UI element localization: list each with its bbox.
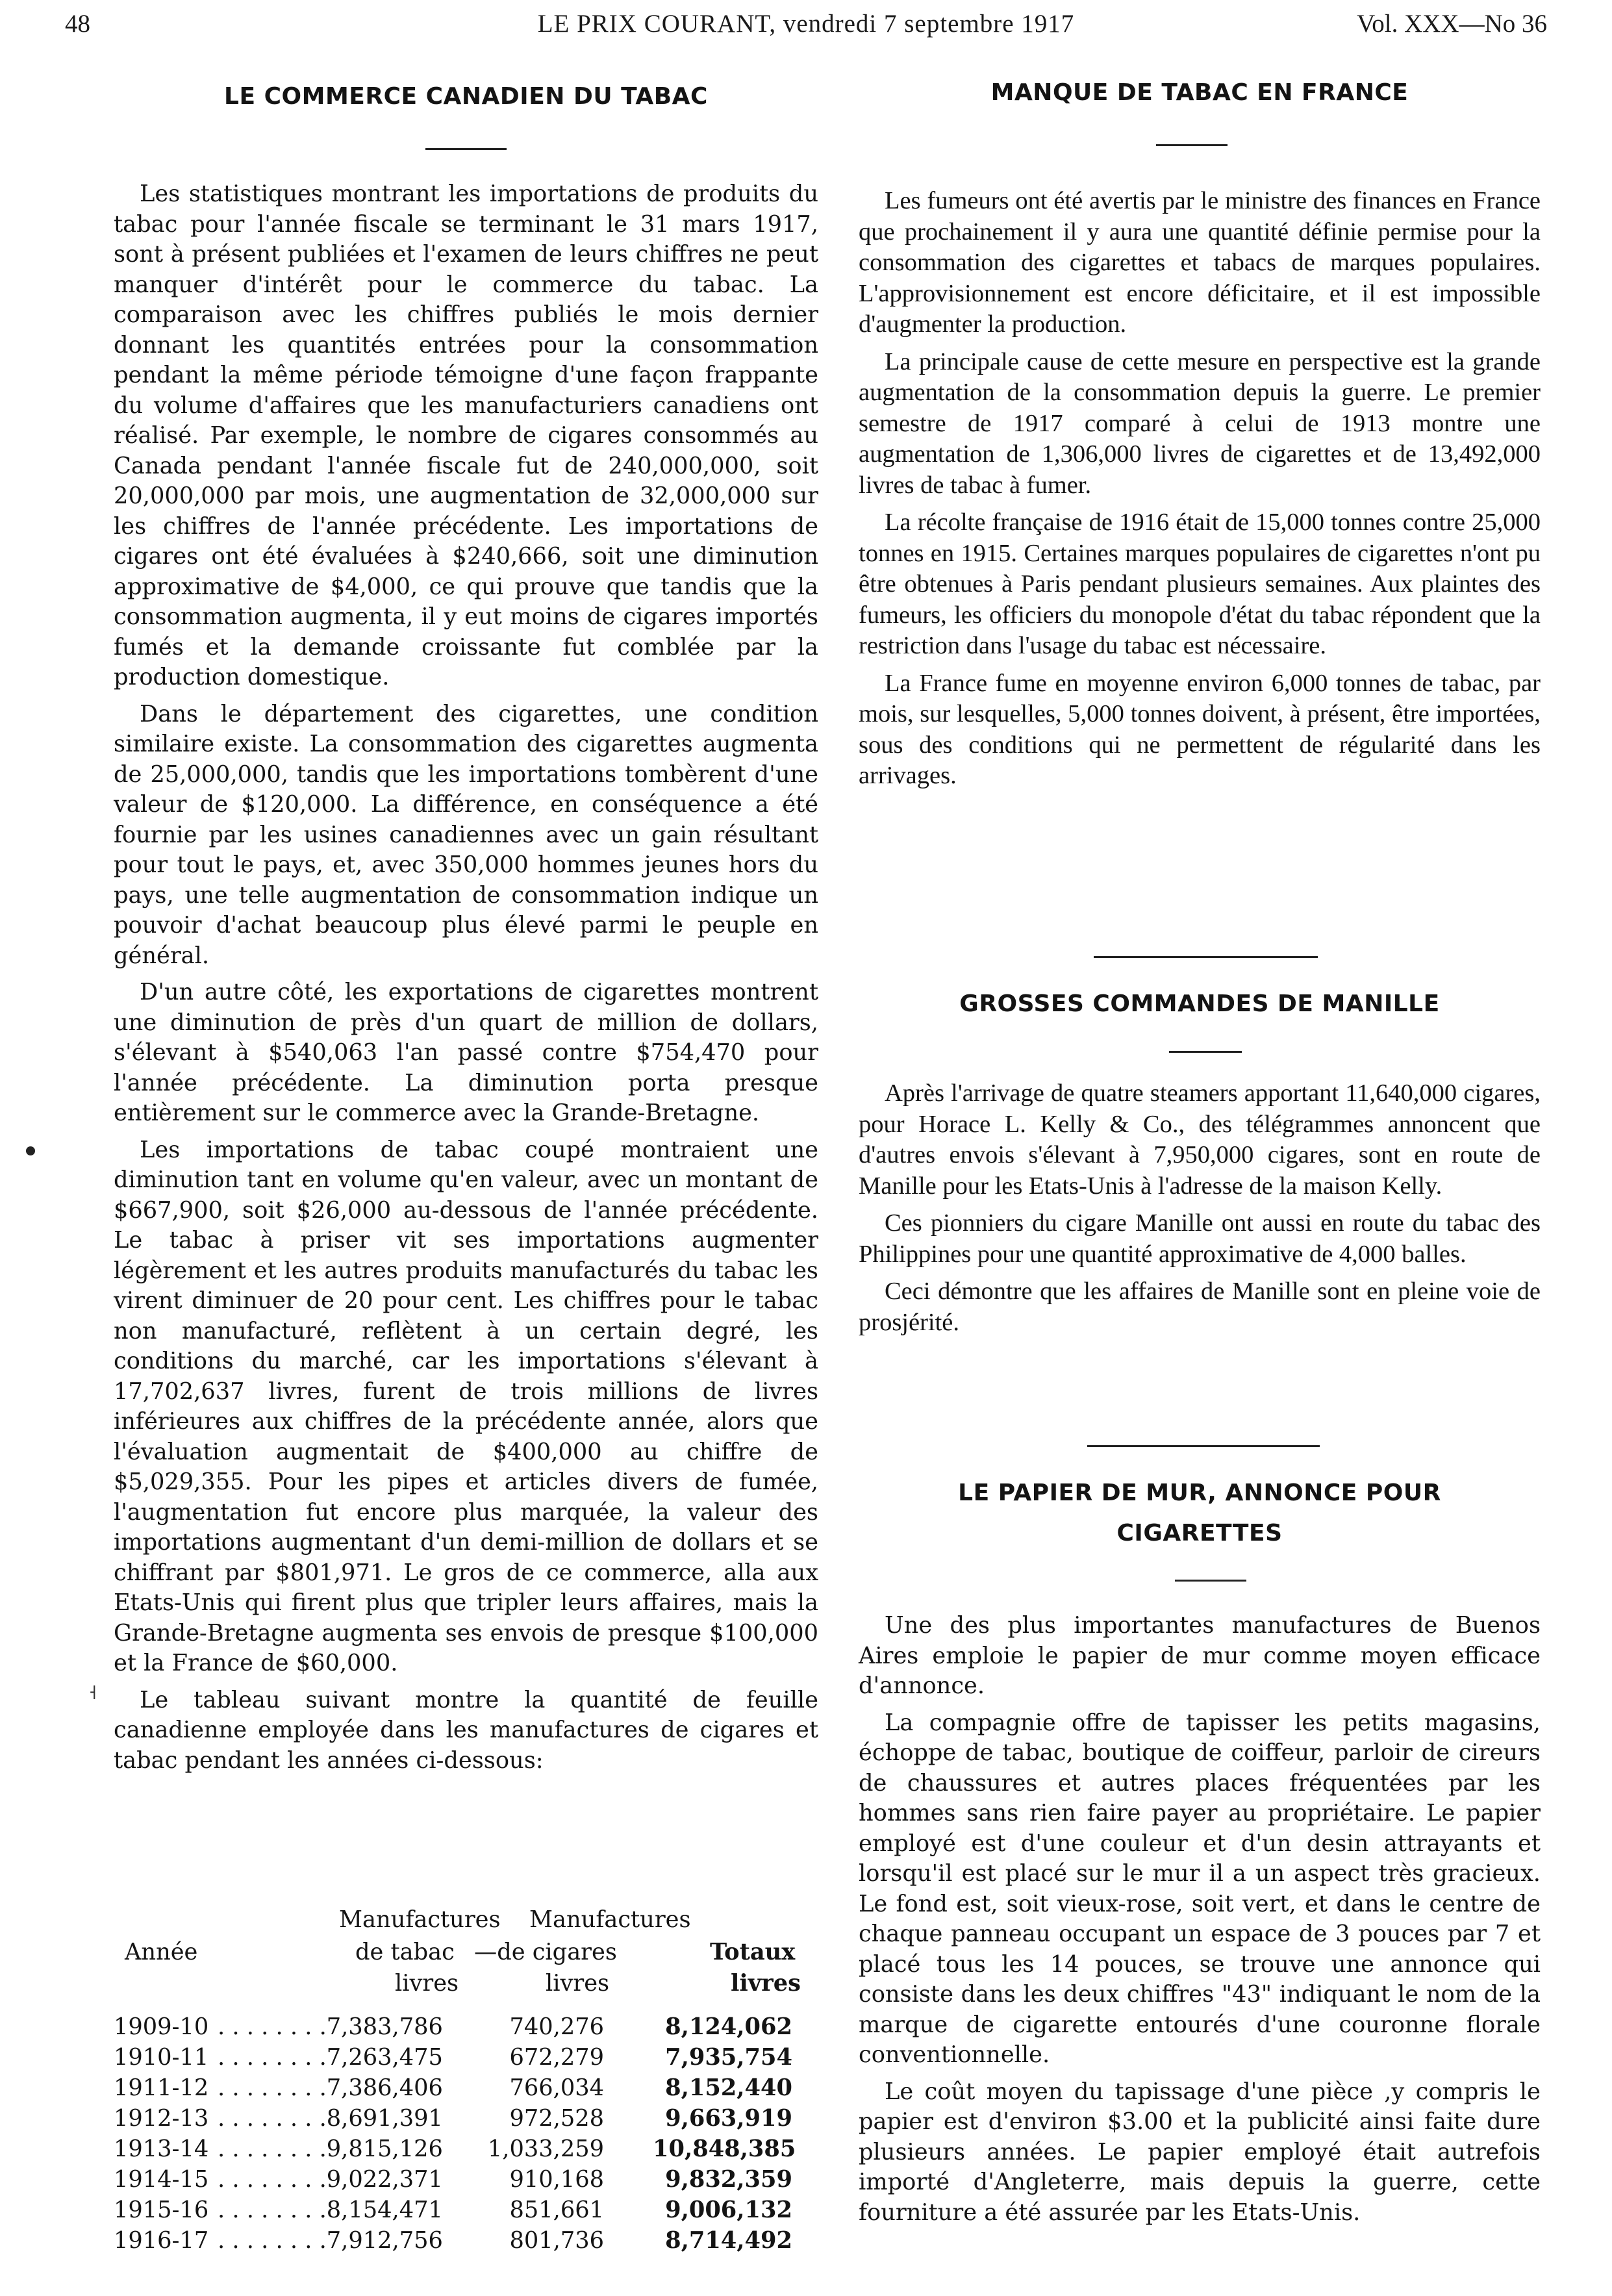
header-manufactures-2: Manufactures [529, 1906, 691, 1933]
article-title-france: MANQUE DE TABAC EN FRANCE [990, 79, 1409, 106]
row-year: 1911-12 [114, 2075, 209, 2101]
row-year: 1913-14 [114, 2136, 209, 2162]
table-row [114, 2166, 818, 2197]
header-livres-totaux: livres [731, 1970, 801, 1997]
row-cigares: 910,168 [509, 2166, 604, 2193]
header-annee: Année [125, 1939, 198, 1965]
paragraph: Une des plus importantes manufactures de Buenos Aires emploie le papier de mur comme moyen efficace d'annonce. [859, 1612, 1541, 1699]
row-total: 8,124,062 [665, 2013, 792, 2040]
paragraph: Les statistiques montrant les importations de produits du tabac pour l'année fiscale se terminant le 31 mars 1917, sont à présent publiées et l'examen de leurs chiffres ne peut manquer d'intérêt pour le commerce du tabac. La comparaison avec les chiffres publiés le mois dernier donnant les quantités entrées pour la consommation pendant la même période témoigne d'une façon frappante du volume d'affaires que les manufacturiers canadiens ont réalisé. Par exemple, le nombre de cigares consommés au Canada pendant l'année fiscale fut de 240,000,000, soit 20,000,000 par mois, une augmentation de 32,000,000 sur les chiffres de l'année précédente. Les importations de cigares ont été évaluées à $240,666, soit une diminution approximative de $4,000, ce qui prouve que tandis que la consommation augmenta, il y eut moins de cigares importés fumés et la demande croissante fut comblée par la production domestique. [114, 181, 818, 690]
row-tabac: . . . . . . . .9,815,126 [218, 2136, 443, 2162]
row-total: 9,006,132 [665, 2197, 792, 2223]
article-body-commerce [114, 179, 818, 1782]
title-rule [425, 148, 507, 150]
margin-tick: ˧ [89, 1682, 97, 1704]
row-tabac: . . . . . . . .8,691,391 [218, 2105, 443, 2132]
paragraph: Ceci démontre que les affaires de Manille sont en pleine voie de prosjérité. [859, 1278, 1541, 1336]
row-tabac: . . . . . . . .9,022,371 [218, 2166, 443, 2193]
paragraph: D'un autre côté, les exportations de cigarettes montrent une diminution de près d'un quart de million de dollars, s'élevant à $540,063 l'an passé contre $754,470 pour l'année précédente. La diminution porta presque entièrement sur le commerce avec la Grande-Bretagne. [114, 979, 818, 1126]
title-rule [1169, 1051, 1242, 1053]
paragraph: Le coût moyen du tapissage d'une pièce ,y compris le papier est d'environ $3.00 et la publicité ainsi faite dure plusieurs années. Le papier employé était autrefois importé d'Angleterre, mais depuis la guerre, cette fourniture a été assurée par les Etats-Unis. [859, 2078, 1541, 2226]
table-row [114, 2227, 818, 2258]
paragraph: La France fume en moyenne environ 6,000 tonnes de tabac, par mois, sur lesquelles, 5,000 tonnes doivent, à présent, être importées, sous des conditions qui ne permettent de régularité dans les arrivages. [859, 669, 1541, 789]
article-body-france [859, 186, 1541, 798]
paragraph: Les fumeurs ont été avertis par le ministre des finances en France que prochainement il y aura une quantité définie permise pour la consommation des cigarettes et tabacs de marques populaires. L'approvisionnement est encore déficitaire, et il est impossible d'augmenter la production. [859, 187, 1541, 338]
table-row [114, 2075, 818, 2105]
article-title-manille: GROSSES COMMANDES DE MANILLE [959, 990, 1440, 1017]
article-body-manille [859, 1078, 1541, 1344]
table-body [114, 2013, 818, 2258]
paragraph: Les importations de tabac coupé montraient une diminution tant en volume qu'en valeur, avec un montant de $667,900, soit $26,000 au-dessous de l'année précédente. Le tabac à priser vit ses importations augmenter légèrement et les autres produits manufacturés du tabac les virent diminuer de 20 pour cent. Les chiffres pour le tabac non manufacturé, reflètent à un certain degré, les conditions du marché, car les importations s'élevant à 17,702,637 livres, furent de trois millions de livres inférieures aux chiffres de la précédente année, alors que l'évaluation augmentait de $400,000 au chiffre de $5,029,355. Pour les pipes et articles divers de fumée, l'augmentation fut encore plus marquée, la valeur des importations augmentant d'un demi-million de dollars et se chiffrant par $801,971. Le gros de ce commerce, alla aux Etats-Unis qui firent plus que tripler leurs affaires, mais la Grande-Bretagne augmenta ses envois de presque $100,000 et la France de $60,000. [114, 1136, 818, 1676]
leaf-table [114, 1906, 818, 2258]
paragraph: La compagnie offre de tapisser les petits magasins, échoppe de tabac, boutique de coiffeur, parloir de cireurs de chaussures et autres places fréquentées par les hommes sans rien faire payer au propriétaire. Le papier employé est d'une couleur et d'un desin attrayants et lorsqu'il est placé sur le mur il a un aspect très gracieux. Le fond est, soit vieux-rose, soit vert, et dans le centre de chaque panneau occupant un espace de 3 pouces par 7 et placé tous les 14 pouces, se trouve une annonce qui consiste dans les deux chiffres "43" indiquant le nom de la marque de cigarette entourés d'une couronne florale conventionnelle. [859, 1709, 1541, 2068]
margin-dot [26, 1146, 35, 1155]
paragraph: La principale cause de cette mesure en perspective est la grande augmentation de la consommation depuis la guerre. Le premier semestre de 1917 comparé à celui de 1913 montre une augmentation de 1,306,000 livres de cigarettes et de 13,492,000 livres de tabac à fumer. [859, 347, 1541, 499]
row-cigares: 672,279 [509, 2044, 604, 2071]
header-totaux: Totaux [710, 1939, 796, 1965]
table-row [114, 2105, 818, 2136]
row-cigares: 740,276 [509, 2013, 604, 2040]
table-row [114, 2013, 818, 2044]
row-total: 10,848,385 [653, 2136, 796, 2162]
running-title: LE PRIX COURANT, vendredi 7 septembre 1917 [537, 10, 1075, 38]
header-livres-tabac: livres [395, 1970, 459, 1997]
paragraph: Le tableau suivant montre la quantité de feuille canadienne employée dans les manufactures de cigares et tabac pendant les années ci-dessous: [114, 1686, 818, 1774]
row-year: 1912-13 [114, 2105, 209, 2132]
row-tabac: . . . . . . . .7,912,756 [218, 2227, 443, 2254]
row-total: 8,714,492 [665, 2227, 792, 2254]
title-rule [1175, 1580, 1246, 1582]
article-title-commerce: LE COMMERCE CANADIEN DU TABAC [224, 83, 708, 110]
table-header [114, 1906, 818, 2013]
section-rule [1087, 1445, 1320, 1447]
article-body-papier [859, 1611, 1541, 2234]
row-total: 7,935,754 [665, 2044, 792, 2071]
table-row [114, 2197, 818, 2227]
volume-number: Vol. XXX—No 36 [1357, 10, 1547, 38]
title-rule [1156, 144, 1228, 146]
row-tabac: . . . . . . . .7,383,786 [218, 2013, 443, 2040]
row-year: 1909-10 [114, 2013, 209, 2040]
row-cigares: 766,034 [509, 2075, 604, 2101]
row-year: 1914-15 [114, 2166, 209, 2193]
table-row [114, 2044, 818, 2075]
row-year: 1910-11 [114, 2044, 209, 2071]
row-total: 9,832,359 [665, 2166, 792, 2193]
paragraph: Après l'arrivage de quatre steamers apportant 11,640,000 cigares, pour Horace L. Kelly & Co., des télégrammes annoncent que d'autres envois s'élevant à 7,950,000 cigares, sont en route de Manille pour les Etats-Unis à l'adresse de la maison Kelly. [859, 1079, 1541, 1200]
header-livres-cigares: livres [546, 1970, 610, 1997]
paragraph: La récolte française de 1916 était de 15,000 tonnes contre 25,000 tonnes en 1915. Certaines marques populaires de cigarettes n'ont pu être obtenues à Paris pendant plusieurs semaines. Aux plaintes des fumeurs, les officiers du monopole d'état du tabac répondent que la restriction dans l'usage du tabac est nécessaire. [859, 509, 1541, 659]
row-year: 1915-16 [114, 2197, 209, 2223]
paragraph: Ces pionniers du cigare Manille ont aussi en route du tabac des Philippines pour une quantité approximative de 4,000 balles. [859, 1209, 1541, 1268]
row-year: 1916-17 [114, 2227, 209, 2254]
header-de-cigares: —de cigares [474, 1939, 617, 1965]
section-rule [1094, 956, 1318, 958]
row-cigares: 972,528 [509, 2105, 604, 2132]
row-tabac: . . . . . . . .8,154,471 [218, 2197, 443, 2223]
article-title-papier: LE PAPIER DE MUR, ANNONCE POUR CIGARETTES [958, 1480, 1441, 1546]
row-cigares: 851,661 [509, 2197, 604, 2223]
paragraph: Dans le département des cigarettes, une condition similaire existe. La consommation des cigarettes augmenta de 25,000,000, tandis que les importations tombèrent d'une valeur de $120,000. La différence, en conséquence a été fournie par les usines canadiennes avec un gain résultant pour tout le pays, et, avec 350,000 hommes jeunes hors du pays, une telle augmentation de consommation indique un pouvoir d'achat beaucoup plus élevé parmi le peuple en général. [114, 700, 818, 969]
row-total: 9,663,919 [665, 2105, 792, 2132]
table-row [114, 2136, 818, 2166]
row-total: 8,152,440 [665, 2075, 792, 2101]
row-tabac: . . . . . . . .7,263,475 [218, 2044, 443, 2071]
header-manufactures-1: Manufactures [339, 1906, 501, 1933]
row-cigares: 1,033,259 [487, 2136, 604, 2162]
row-tabac: . . . . . . . .7,386,406 [218, 2075, 443, 2101]
page-number: 48 [65, 10, 90, 38]
header-de-tabac: de tabac [355, 1939, 455, 1965]
row-cigares: 801,736 [509, 2227, 604, 2254]
page-header [65, 9, 1547, 48]
